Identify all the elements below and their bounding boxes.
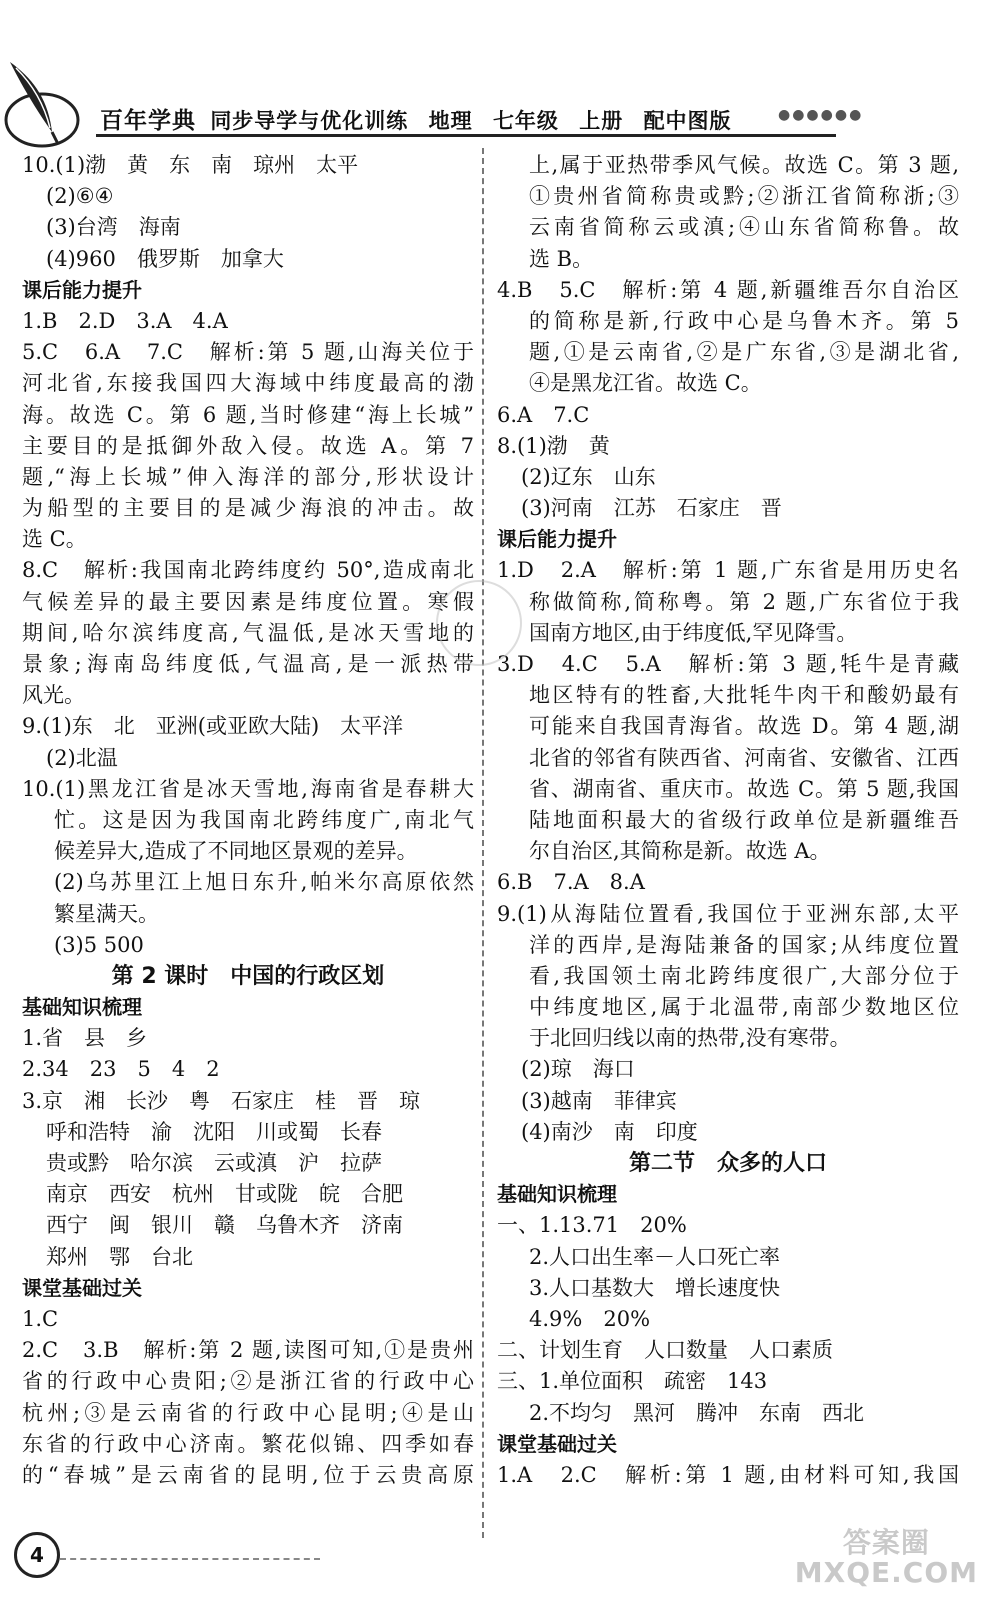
page-number: 4	[14, 1532, 60, 1578]
header-brand: 百年学典	[100, 108, 196, 134]
answer-line: 4.9% 20%	[529, 1306, 651, 1331]
answer-line: 贵或黔 哈尔滨 云或滇 沪 拉萨	[46, 1151, 382, 1175]
answer-line: 繁星满天。	[54, 901, 159, 926]
answer-line: ④是黑龙江省。故选 C。	[529, 371, 762, 396]
answer-line: (3)5 500	[54, 932, 144, 957]
header-rule	[96, 134, 836, 137]
answer-line: 陆地面积最大的省级行政单位是新疆维吾	[529, 807, 959, 832]
answer-line: 3.D 4.C 5.A 解析:第 3 题,牦牛是青藏	[497, 652, 959, 676]
feather-quill-icon	[2, 58, 98, 150]
answer-line: 二、计划生育 人口数量 人口素质	[497, 1338, 833, 1363]
answer-line: 郑州 鄂 台北	[46, 1244, 193, 1269]
answer-line: (4)960 俄罗斯 加拿大	[46, 246, 284, 271]
answer-line: 三、1.单位面积 疏密 143	[497, 1369, 768, 1394]
header-dots: ●●●●●●	[778, 107, 864, 123]
section-heading: 基础知识梳理	[22, 995, 142, 1020]
section-heading: 课堂基础过关	[497, 1431, 617, 1456]
answer-line: 国南方地区,由于纬度低,罕见降雪。	[529, 620, 858, 645]
answer-line: (2)辽东 山东	[521, 464, 656, 489]
section-title: 第二节 众多的人口	[628, 1151, 827, 1176]
answer-line: 河北省,东接我国四大海域中纬度最高的渤	[22, 371, 474, 396]
answer-line: 9.(1)东 北 亚洲(或亚欧大陆) 太平洋	[22, 714, 404, 739]
watermark-text: 答案圈	[842, 1526, 930, 1559]
watermark-logo	[795, 1528, 978, 1588]
answer-line: 2.C 3.B 解析:第 2 题,读图可知,①是贵州	[22, 1338, 474, 1363]
header-title	[100, 102, 744, 135]
right-column	[497, 150, 959, 1491]
answer-line: 忙。这是因为我国南北跨纬度广,南北气	[54, 807, 474, 832]
section-heading: 课堂基础过关	[22, 1275, 142, 1300]
answer-line: (2)琼 海口	[521, 1057, 635, 1082]
answer-line: 6.A 7.C	[497, 402, 590, 427]
answer-line: 1.省 县 乡	[22, 1026, 148, 1051]
section-heading: 基础知识梳理	[497, 1182, 617, 1207]
answer-line: 云南省简称云或滇;④山东省简称鲁。故	[529, 215, 959, 240]
answer-line: 北省的邻省有陕西省、河南省、安徽省、江西	[529, 745, 959, 770]
answer-line: 省、湖南省、重庆市。故选 C。第 5 题,我国	[529, 776, 959, 801]
answer-line: 1.A 2.C 解析:第 1 题,由材料可知,我国	[497, 1462, 959, 1487]
answer-line: (2)乌苏里江上旭日东升,帕米尔高原依然	[54, 870, 474, 895]
answer-line: 题,“海上长城”伸入海洋的部分,形状设计	[22, 464, 474, 489]
footer-rule	[60, 1558, 320, 1560]
header-subtitle: 同步导学与优化训练	[210, 109, 409, 133]
left-column	[22, 150, 474, 1491]
answer-line: 省的行政中心贵阳;②是浙江省的行政中心	[22, 1369, 474, 1394]
answer-line: (3)越南 菲律宾	[521, 1088, 677, 1113]
header-subject: 地理	[428, 109, 473, 133]
answer-line: 中纬度地区,属于北温带,南部少数地区位	[529, 995, 959, 1020]
answer-line: 9.(1)从海陆位置看,我国位于亚洲东部,太平	[497, 901, 959, 926]
section-heading: 课后能力提升	[22, 277, 142, 302]
answer-line: 6.B 7.A 8.A	[497, 870, 645, 895]
answer-line: 一、1.13.71 20%	[497, 1213, 687, 1238]
header-grade: 七年级	[492, 109, 559, 133]
answer-line: 海。故选 C。第 6 题,当时修建“海上长城”	[22, 402, 474, 427]
answer-line: 呼和浩特 渝 沈阳 川或蜀 长春	[46, 1119, 382, 1144]
answer-line: (3)台湾 海南	[46, 215, 181, 240]
answer-line: 2.34 23 5 4 2	[22, 1057, 220, 1082]
answer-line: 题,①是云南省,②是广东省,③是湖北省,	[529, 340, 959, 365]
header-volume: 上册	[579, 109, 624, 133]
faint-stamp	[436, 580, 522, 666]
answer-line: 杭州;③是云南省的行政中心昆明;④是山	[22, 1400, 474, 1425]
lesson-title: 第 2 课时 中国的行政区划	[111, 963, 385, 989]
answer-line: 4.B 5.C 解析:第 4 题,新疆维吾尔自治区	[497, 277, 959, 302]
answer-line: 10.(1)渤 黄 东 南 琼州 太平	[22, 153, 359, 177]
answer-line: 看,我国领土南北跨纬度很广,大部分位于	[529, 963, 959, 988]
header-edition: 配中图版	[643, 109, 732, 133]
answer-line: (2)北温	[46, 745, 118, 770]
answer-line: 1.B 2.D 3.A 4.A	[22, 308, 228, 333]
answer-line: 选 B。	[529, 246, 594, 271]
answer-line: 东省的行政中心济南。繁花似锦、四季如春	[22, 1431, 474, 1456]
answer-line: 10.(1)黑龙江省是冰天雪地,海南省是春耕大	[22, 776, 474, 801]
answer-line: 尔自治区,其简称是新。故选 A。	[529, 839, 831, 864]
answer-line: 可能来自我国青海省。故选 D。第 4 题,湖	[529, 714, 959, 739]
answer-line: 的“春城”是云南省的昆明,位于云贵高原	[22, 1462, 474, 1487]
answer-line: 主要目的是抵御外敌入侵。故选 A。第 7	[22, 433, 474, 458]
answer-line: 为船型的主要目的是减少海浪的冲击。故	[22, 496, 474, 521]
section-heading: 课后能力提升	[497, 527, 617, 552]
answer-line: (3)河南 江苏 石家庄 晋	[521, 496, 782, 521]
answer-line: 西宁 闽 银川 赣 乌鲁木齐 济南	[46, 1213, 403, 1238]
answer-line: 洋的西岸,是海陆兼备的国家;从纬度位置	[529, 932, 959, 957]
answer-line: 期间,哈尔滨纬度高,气温低,是冰天雪地的	[22, 620, 474, 645]
answer-line: (4)南沙 南 印度	[521, 1119, 698, 1144]
answer-line: 1.C	[22, 1306, 59, 1331]
answer-line: 2.人口出生率－人口死亡率	[529, 1244, 781, 1269]
answer-line: 气候差异的最主要因素是纬度位置。寒假	[22, 589, 474, 614]
answer-line: 候差异大,造成了不同地区景观的差异。	[54, 839, 418, 864]
answer-line: ①贵州省简称贵或黔;②浙江省简称浙;③	[529, 184, 959, 209]
column-divider	[482, 148, 485, 1538]
answer-line: 上,属于亚热带季风气候。故选 C。第 3 题,	[529, 153, 959, 177]
answer-line: 地区特有的牲畜,大批牦牛肉干和酸奶最有	[529, 683, 959, 708]
answer-line: 8.(1)渤 黄	[497, 433, 610, 458]
answer-line: 5.C 6.A 7.C 解析:第 5 题,山海关位于	[22, 340, 474, 365]
answer-line: 称做简称,简称粤。第 2 题,广东省位于我	[529, 589, 959, 614]
answer-line: 于北回归线以南的热带,没有寒带。	[529, 1026, 851, 1051]
answer-line: 风光。	[22, 683, 85, 708]
answer-line: 3.人口基数大 增长速度快	[529, 1275, 781, 1300]
answer-line: 选 C。	[22, 527, 87, 552]
answer-line: 1.D 2.A 解析:第 1 题,广东省是用历史名	[497, 558, 959, 583]
answer-line: 2.不均匀 黑河 腾冲 东南 西北	[529, 1400, 865, 1425]
answer-line: 景象;海南岛纬度低,气温高,是一派热带	[22, 652, 474, 676]
answer-line: 的简称是新,行政中心是乌鲁木齐。第 5	[529, 308, 959, 333]
answer-line: 8.C 解析:我国南北跨纬度约 50°,造成南北	[22, 558, 474, 583]
page-header	[0, 0, 996, 150]
page-footer	[0, 1520, 996, 1600]
answer-line: 南京 西安 杭州 甘或陇 皖 合肥	[46, 1182, 403, 1207]
watermark-url: MXQE.COM	[794, 1556, 978, 1589]
answer-line: 3.京 湘 长沙 粤 石家庄 桂 晋 琼	[22, 1088, 421, 1113]
answer-line: (2)⑥④	[46, 184, 114, 209]
